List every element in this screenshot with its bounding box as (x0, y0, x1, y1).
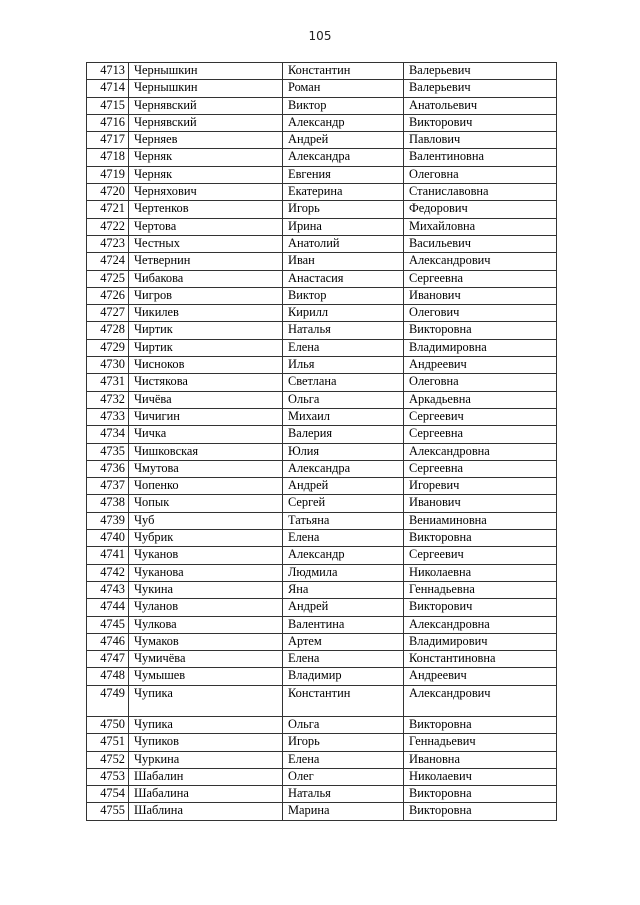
row-number-cell: 4728 (87, 322, 129, 339)
surname-cell: Чупика (129, 716, 283, 733)
patronymic-cell: Валерьевич (404, 80, 557, 97)
table-row (87, 581, 557, 598)
table-row (87, 443, 557, 460)
table-row (87, 651, 557, 668)
table-row (87, 408, 557, 425)
surname-cell: Чупика (129, 685, 283, 716)
patronymic-cell: Васильевич (404, 235, 557, 252)
patronymic-cell: Иванович (404, 287, 557, 304)
table-row (87, 512, 557, 529)
table-row (87, 716, 557, 733)
given-name-cell: Елена (283, 751, 404, 768)
row-number-cell: 4720 (87, 184, 129, 201)
row-number-cell: 4718 (87, 149, 129, 166)
surname-cell: Чиснoков (129, 357, 283, 374)
surname-cell: Чуканов (129, 547, 283, 564)
patronymic-cell: Геннадьевна (404, 581, 557, 598)
row-number-cell: 4726 (87, 287, 129, 304)
table-row (87, 270, 557, 287)
patronymic-cell: Валентиновна (404, 149, 557, 166)
row-number-cell: 4755 (87, 803, 129, 820)
given-name-cell: Анатолий (283, 235, 404, 252)
row-number-cell: 4752 (87, 751, 129, 768)
surname-cell: Чмутова (129, 460, 283, 477)
patronymic-cell: Владимирович (404, 633, 557, 650)
patronymic-cell: Михайловна (404, 218, 557, 235)
row-number-cell: 4742 (87, 564, 129, 581)
given-name-cell: Константин (283, 685, 404, 716)
table-row (87, 149, 557, 166)
row-number-cell: 4715 (87, 97, 129, 114)
table-row (87, 184, 557, 201)
row-number-cell: 4746 (87, 633, 129, 650)
row-number-cell: 4732 (87, 391, 129, 408)
given-name-cell: Людмила (283, 564, 404, 581)
row-number-cell: 4735 (87, 443, 129, 460)
surname-cell: Чупиков (129, 734, 283, 751)
row-number-cell: 4739 (87, 512, 129, 529)
given-name-cell: Валентина (283, 616, 404, 633)
given-name-cell: Ольга (283, 716, 404, 733)
patronymic-cell: Сергеевна (404, 460, 557, 477)
table-row (87, 287, 557, 304)
given-name-cell: Светлана (283, 374, 404, 391)
surname-cell: Чуб (129, 512, 283, 529)
patronymic-cell: Николаевна (404, 564, 557, 581)
surname-cell: Шабалина (129, 786, 283, 803)
patronymic-cell: Сергеевна (404, 270, 557, 287)
surname-cell: Чигров (129, 287, 283, 304)
row-number-cell: 4736 (87, 460, 129, 477)
given-name-cell: Татьяна (283, 512, 404, 529)
patronymic-cell: Константиновна (404, 651, 557, 668)
patronymic-cell: Александровна (404, 616, 557, 633)
given-name-cell: Ольга (283, 391, 404, 408)
table-row (87, 530, 557, 547)
table-row (87, 305, 557, 322)
given-name-cell: Олег (283, 768, 404, 785)
surname-cell: Чертенков (129, 201, 283, 218)
surname-cell: Чернышкин (129, 80, 283, 97)
given-name-cell: Ирина (283, 218, 404, 235)
surname-cell: Чичигин (129, 408, 283, 425)
surname-cell: Чумичёва (129, 651, 283, 668)
given-name-cell: Иван (283, 253, 404, 270)
row-number-cell: 4716 (87, 114, 129, 131)
given-name-cell: Виктор (283, 287, 404, 304)
surname-cell: Чибакова (129, 270, 283, 287)
table-row (87, 547, 557, 564)
surname-cell: Чукина (129, 581, 283, 598)
patronymic-cell: Викторовна (404, 322, 557, 339)
given-name-cell: Артем (283, 633, 404, 650)
table-row (87, 97, 557, 114)
table-row (87, 599, 557, 616)
row-number-cell: 4724 (87, 253, 129, 270)
patronymic-cell: Ивановна (404, 751, 557, 768)
surname-cell: Черняев (129, 132, 283, 149)
surname-cell: Чистякова (129, 374, 283, 391)
surname-cell: Чулкова (129, 616, 283, 633)
given-name-cell: Виктор (283, 97, 404, 114)
given-name-cell: Наталья (283, 786, 404, 803)
patronymic-cell: Сергеевич (404, 547, 557, 564)
surname-cell: Чернявский (129, 97, 283, 114)
surname-cell: Чумышев (129, 668, 283, 685)
row-number-cell: 4738 (87, 495, 129, 512)
table-row (87, 495, 557, 512)
table-row (87, 391, 557, 408)
table-row (87, 132, 557, 149)
row-number-cell: 4723 (87, 235, 129, 252)
surname-cell: Чикилев (129, 305, 283, 322)
surname-cell: Чичка (129, 426, 283, 443)
page-number: 105 (308, 29, 332, 43)
row-number-cell: 4743 (87, 581, 129, 598)
patronymic-cell: Викторовна (404, 786, 557, 803)
row-number-cell: 4719 (87, 166, 129, 183)
table-row (87, 374, 557, 391)
patronymic-cell: Викторовна (404, 803, 557, 820)
row-number-cell: 4751 (87, 734, 129, 751)
table-row (87, 253, 557, 270)
surname-cell: Черняк (129, 149, 283, 166)
row-number-cell: 4722 (87, 218, 129, 235)
patronymic-cell: Павлович (404, 132, 557, 149)
row-number-cell: 4740 (87, 530, 129, 547)
table-row (87, 166, 557, 183)
given-name-cell: Михаил (283, 408, 404, 425)
table-row (87, 114, 557, 131)
row-number-cell: 4729 (87, 339, 129, 356)
patronymic-cell: Олеговна (404, 166, 557, 183)
surname-cell: Чернявский (129, 114, 283, 131)
roster-table-body (87, 63, 557, 821)
patronymic-cell: Олеговна (404, 374, 557, 391)
table-row (87, 322, 557, 339)
given-name-cell: Елена (283, 651, 404, 668)
given-name-cell: Андрей (283, 478, 404, 495)
row-number-cell: 4730 (87, 357, 129, 374)
table-row (87, 63, 557, 80)
row-number-cell: 4731 (87, 374, 129, 391)
row-number-cell: 4747 (87, 651, 129, 668)
row-number-cell: 4744 (87, 599, 129, 616)
surname-cell: Чумаков (129, 633, 283, 650)
given-name-cell: Андрей (283, 132, 404, 149)
patronymic-cell: Олегович (404, 305, 557, 322)
row-number-cell: 4714 (87, 80, 129, 97)
table-row (87, 734, 557, 751)
surname-cell: Чубрик (129, 530, 283, 547)
surname-cell: Черняхович (129, 184, 283, 201)
given-name-cell: Екатерина (283, 184, 404, 201)
surname-cell: Чертова (129, 218, 283, 235)
patronymic-cell: Иванович (404, 495, 557, 512)
given-name-cell: Александра (283, 149, 404, 166)
row-number-cell: 4741 (87, 547, 129, 564)
table-row (87, 201, 557, 218)
given-name-cell: Игорь (283, 734, 404, 751)
table-row (87, 478, 557, 495)
table-row (87, 803, 557, 820)
surname-cell: Чуланов (129, 599, 283, 616)
row-number-cell: 4754 (87, 786, 129, 803)
patronymic-cell: Игоревич (404, 478, 557, 495)
given-name-cell: Яна (283, 581, 404, 598)
table-row (87, 339, 557, 356)
patronymic-cell: Викторович (404, 599, 557, 616)
patronymic-cell: Геннадьевич (404, 734, 557, 751)
surname-cell: Чопенко (129, 478, 283, 495)
patronymic-cell: Александрович (404, 253, 557, 270)
given-name-cell: Наталья (283, 322, 404, 339)
surname-cell: Четвернин (129, 253, 283, 270)
table-row (87, 633, 557, 650)
patronymic-cell: Викторовна (404, 530, 557, 547)
roster-table (86, 62, 557, 821)
patronymic-cell: Федорович (404, 201, 557, 218)
row-number-cell: 4733 (87, 408, 129, 425)
patronymic-cell: Владимировна (404, 339, 557, 356)
given-name-cell: Константин (283, 63, 404, 80)
given-name-cell: Кирилл (283, 305, 404, 322)
given-name-cell: Владимир (283, 668, 404, 685)
surname-cell: Чиртик (129, 322, 283, 339)
row-number-cell: 4737 (87, 478, 129, 495)
patronymic-cell: Аркадьевна (404, 391, 557, 408)
patronymic-cell: Сергеевич (404, 408, 557, 425)
patronymic-cell: Вениаминовна (404, 512, 557, 529)
given-name-cell: Александр (283, 547, 404, 564)
given-name-cell: Игорь (283, 201, 404, 218)
row-number-cell: 4734 (87, 426, 129, 443)
surname-cell: Чиртик (129, 339, 283, 356)
row-number-cell: 4713 (87, 63, 129, 80)
table-row (87, 685, 557, 716)
row-number-cell: 4727 (87, 305, 129, 322)
row-number-cell: 4749 (87, 685, 129, 716)
table-row (87, 786, 557, 803)
surname-cell: Чишковская (129, 443, 283, 460)
table-row (87, 235, 557, 252)
table-row (87, 218, 557, 235)
surname-cell: Чернышкин (129, 63, 283, 80)
patronymic-cell: Сергеевна (404, 426, 557, 443)
given-name-cell: Андрей (283, 599, 404, 616)
patronymic-cell: Александрович (404, 685, 557, 716)
patronymic-cell: Александровна (404, 443, 557, 460)
given-name-cell: Елена (283, 339, 404, 356)
row-number-cell: 4717 (87, 132, 129, 149)
table-row (87, 668, 557, 685)
table-row (87, 426, 557, 443)
surname-cell: Шабалин (129, 768, 283, 785)
row-number-cell: 4748 (87, 668, 129, 685)
given-name-cell: Марина (283, 803, 404, 820)
surname-cell: Черняк (129, 166, 283, 183)
given-name-cell: Александр (283, 114, 404, 131)
row-number-cell: 4721 (87, 201, 129, 218)
table-row (87, 768, 557, 785)
given-name-cell: Роман (283, 80, 404, 97)
patronymic-cell: Андреевич (404, 668, 557, 685)
surname-cell: Чичёва (129, 391, 283, 408)
table-row (87, 564, 557, 581)
given-name-cell: Илья (283, 357, 404, 374)
given-name-cell: Александра (283, 460, 404, 477)
patronymic-cell: Викторовна (404, 716, 557, 733)
table-row (87, 751, 557, 768)
table-row (87, 616, 557, 633)
given-name-cell: Юлия (283, 443, 404, 460)
patronymic-cell: Валерьевич (404, 63, 557, 80)
table-row (87, 460, 557, 477)
surname-cell: Чуркина (129, 751, 283, 768)
row-number-cell: 4745 (87, 616, 129, 633)
given-name-cell: Елена (283, 530, 404, 547)
patronymic-cell: Викторович (404, 114, 557, 131)
table-row (87, 357, 557, 374)
table-row (87, 80, 557, 97)
surname-cell: Чопык (129, 495, 283, 512)
patronymic-cell: Станиславовна (404, 184, 557, 201)
given-name-cell: Анастасия (283, 270, 404, 287)
given-name-cell: Евгения (283, 166, 404, 183)
given-name-cell: Сергей (283, 495, 404, 512)
surname-cell: Честных (129, 235, 283, 252)
patronymic-cell: Николаевич (404, 768, 557, 785)
row-number-cell: 4725 (87, 270, 129, 287)
surname-cell: Чуканова (129, 564, 283, 581)
patronymic-cell: Анатольевич (404, 97, 557, 114)
row-number-cell: 4753 (87, 768, 129, 785)
given-name-cell: Валерия (283, 426, 404, 443)
row-number-cell: 4750 (87, 716, 129, 733)
patronymic-cell: Андреевич (404, 357, 557, 374)
surname-cell: Шаблина (129, 803, 283, 820)
